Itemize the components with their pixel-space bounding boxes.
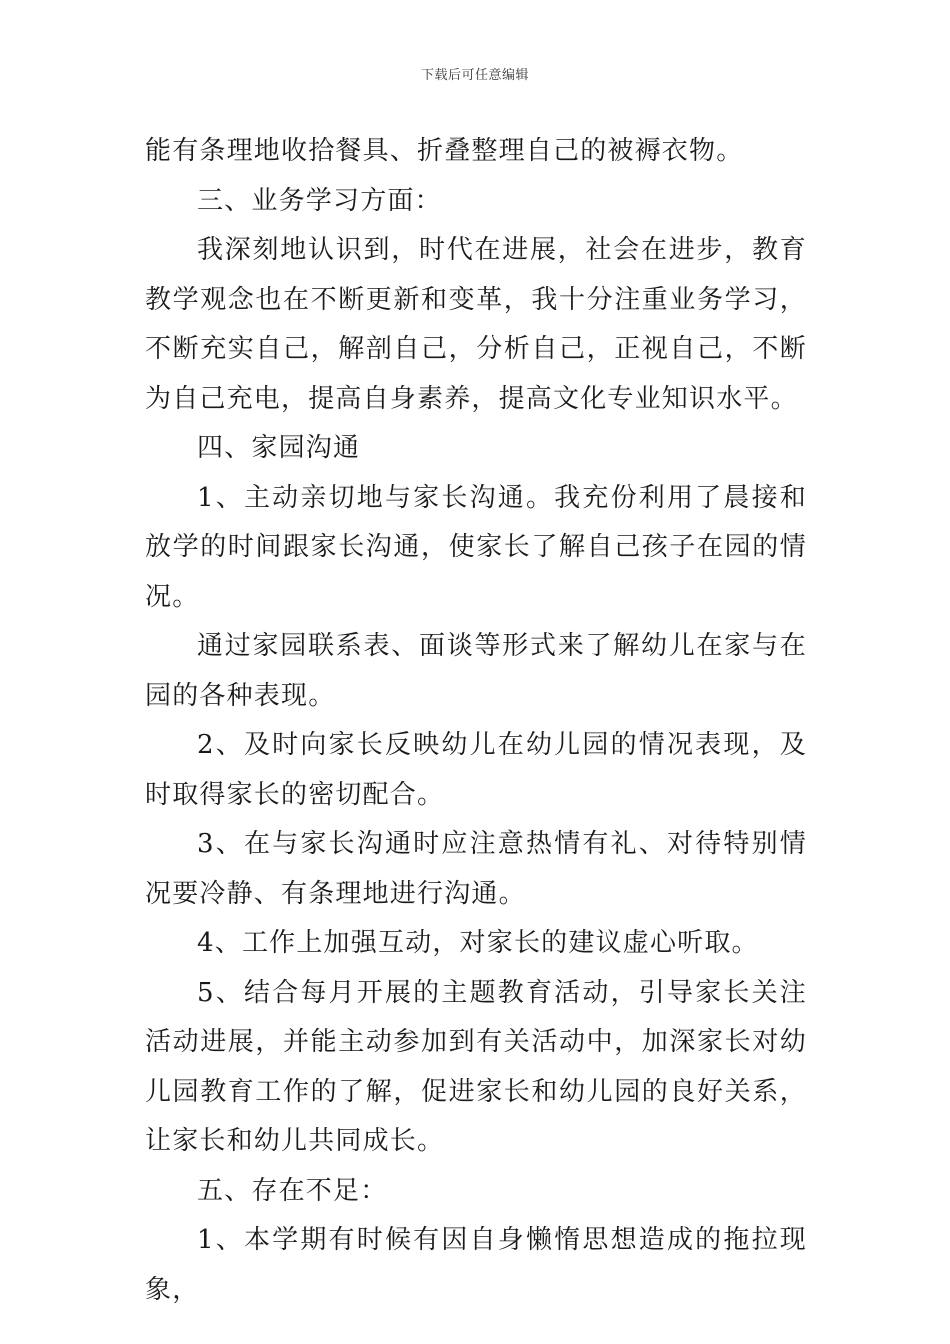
paragraph-item-1: 1、主动亲切地与家长沟通。我充份利用了晨接和放学的时间跟家长沟通，使家长了解自己孩子在园的情况。 [145, 482, 807, 612]
section-heading-business-study: 三、业务学习方面： [197, 185, 442, 216]
paragraph-contact-forms: 通过家园联系表、面谈等形式来了解幼儿在家与在园的各种表现。 [145, 631, 807, 711]
paragraph-continuation: 能有条理地收拾餐具、折叠整理自己的被褥衣物。 [145, 136, 744, 166]
paragraph-item-5: 5、结合每月开展的主题教育活动，引导家长关注活动进展，并能主动参加到有关活动中，加深家长对幼儿园教育工作的了解，促进家长和幼儿园的良好关系，让家长和幼儿共同成长。 [145, 977, 807, 1156]
section-heading-home-school: 四、家园沟通 [197, 433, 361, 463]
paragraph-item-4: 4、工作上加强互动，对家长的建议虚心听取。 [197, 928, 759, 958]
document-body [145, 127, 807, 1315]
paragraph-shortcoming-1: 1、本学期有时候有因自身懒惰思想造成的拖拉现象， [145, 1225, 807, 1305]
section-heading-shortcomings: 五、存在不足： [197, 1175, 388, 1206]
paragraph-business-study: 我深刻地认识到，时代在进展，社会在进步，教育教学观念也在不断更新和变革，我十分注重业务学习，不断充实自己，解剖自己，分析自己，正视自己，不断为自己充电，提高自身素养，提高文化专业知识水平。 [145, 235, 807, 414]
page-header-note: 下载后可任意编辑 [420, 68, 529, 83]
paragraph-item-2: 2、及时向家长反映幼儿在幼儿园的情况表现，及时取得家长的密切配合。 [145, 730, 807, 810]
paragraph-item-3: 3、在与家长沟通时应注意热情有礼、对待特别情况要冷静、有条理地进行沟通。 [145, 829, 807, 909]
